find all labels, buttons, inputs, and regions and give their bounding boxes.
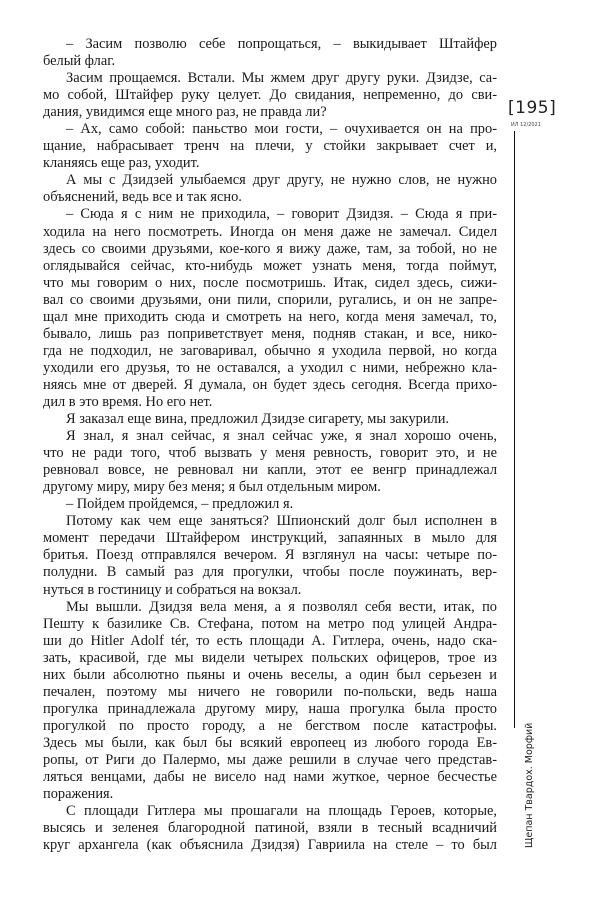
text-line: щание, набрасывает тренч на плечи, у стойки закрывает счет и,	[43, 138, 497, 155]
text-line: бывало, лишь раз поприветствует меня, подняв стакан, и все, нико-	[43, 325, 497, 342]
text-line: Я заказал еще вина, предложил Дзидзе сигарету, мы закурили.	[66, 411, 450, 428]
body-text	[43, 36, 497, 854]
text-line: вал со своими друзьями, они пили, спорили, ругались, и он не запре-	[43, 291, 497, 308]
text-line: ходила на него посмотреть. Иногда он меня даже не замечал. Сидел	[43, 223, 497, 240]
text-line: ши до Hitler Adolf tér, то есть площади А. Гитлера, очень, надо ска-	[43, 632, 497, 649]
paragraph	[43, 36, 497, 70]
text-line: нуться в гостиницу и собраться на вокзал.	[43, 581, 302, 598]
text-line: уходили его друзья, то не оставался, а уходил с ними, небрежно кла-	[43, 359, 497, 376]
text-line: оглядывайся сейчас, кто-нибудь может узнать меня, тогда поймут,	[43, 257, 497, 274]
text-line: бритья. Поезд отправлялся вечером. Я взглянул на часы: четыре по-	[43, 547, 497, 564]
text-line: Потому как чем еще заняться? Шпионский долг был исполнен в	[66, 513, 497, 530]
paragraph	[43, 411, 497, 428]
text-line: – Сюда я с ним не приходила, – говорит Дзидзя. – Сюда я при-	[66, 206, 497, 223]
paragraph	[43, 513, 497, 598]
text-line: них были абсолютно пьяны и очень веселы, а один был серьезен и	[43, 666, 497, 683]
text-line: Мы вышли. Дзидзя вела меня, а я позволял себя вести, итак, по	[66, 598, 497, 615]
paragraph	[43, 121, 497, 172]
text-line: поражения.	[43, 786, 114, 803]
text-line: что не ради того, чтоб вызвать у меня ревность, говорит это, и не	[43, 445, 497, 462]
text-line: Пешту к базилике Св. Стефана, потом на метро под улицей Андра-	[43, 615, 497, 632]
running-title: Щепан Твардох. Морфий	[524, 722, 535, 848]
text-line: что мы говорим о них, после посмотришь. Итак, сидел здесь, сижи-	[43, 274, 497, 291]
text-line: ревновал вовсе, не ревновал ни капли, этот ее венгр принадлежал	[43, 462, 497, 479]
text-line: дил в это время. Но его нет.	[43, 393, 213, 410]
text-line: печален, поэтому мы ничего не говорили по-польски, ведь наша	[43, 683, 497, 700]
text-line: ропы, от Риги до Палермо, мы даже решили в случае чего представ-	[43, 751, 497, 768]
text-line: зать, красивой, где мы видели четырех польских офицеров, трое из	[43, 649, 497, 666]
page-number: [195]	[508, 98, 557, 118]
text-line: белый флаг.	[43, 53, 116, 70]
text-line: прогулка принадлежала другому миру, наша прогулка была просто	[43, 700, 497, 717]
paragraph	[43, 206, 497, 411]
margin-rule	[514, 131, 515, 728]
text-line: Засим прощаемся. Встали. Мы жмем друг другу руки. Дзидзе, са-	[66, 70, 497, 87]
paragraph	[43, 599, 497, 804]
paragraph	[43, 70, 497, 121]
text-line: ляться венцами, дабы не висело над нами жуткое, черное бесчестье	[43, 769, 497, 786]
text-line: гда не подходил, не заговаривал, обычно я уходила первой, но когда	[43, 342, 497, 359]
text-line: С площади Гитлера мы прошагали на площадь Героев, которые,	[66, 803, 497, 820]
text-line: – Ах, само собой: паньство мои гости, – очухивается он на про-	[66, 121, 497, 138]
text-line: момент передачи Штайфером инструкций, запаянных в мыло для	[43, 530, 497, 547]
text-line: Я знал, я знал сейчас, я знал сейчас уже, я знал хорошо очень,	[66, 428, 497, 445]
text-line: полудни. В самый раз для прогулки, чтобы после поужинать, вер-	[43, 564, 497, 581]
text-line: здесь со своими друзьями, кое-кого я вижу даже, там, за тобой, но не	[43, 240, 497, 257]
issue-label: ИЛ 12/2021	[511, 122, 541, 128]
text-line: няясь мне от дверей. Я думала, он будет здесь сегодня. Всегда прихо-	[43, 376, 497, 393]
text-line: высясь и зеленея благородной патиной, взяли в тесный всадничий	[43, 820, 497, 837]
text-line: кланяясь еще раз, уходит.	[43, 155, 200, 172]
text-line: Здесь мы были, как был бы всякий европеец из любого города Ев-	[43, 734, 497, 751]
text-line: мо собой, Штайфер руку целует. До свидания, непременно, до сви-	[43, 87, 497, 104]
text-line: круг архангела (как объяснила Дзидзя) Гавриила на стеле – то был	[43, 837, 497, 854]
text-line: прогулкой по просто городу, а не бегством после катастрофы.	[43, 717, 497, 734]
text-line: другому миру, миру без меня; я был отдельным миром.	[43, 479, 381, 496]
text-line: – Засим позволю себе попрощаться, – выкидывает Штайфер	[66, 36, 497, 52]
text-line: дания, увидимся еще много раз, не правда ли?	[43, 104, 327, 121]
paragraph	[43, 172, 497, 206]
text-line: щал мне приходить сюда и смотреть на него, когда меня замечал, то,	[43, 308, 497, 325]
paragraph	[43, 803, 497, 854]
paragraph	[43, 496, 497, 513]
text-line: А мы с Дзидзей улыбаемся друг другу, не нужно слов, не нужно	[66, 172, 497, 189]
text-line: объяснений, ведь все и так ясно.	[43, 189, 242, 206]
text-line: – Пойдем пройдемся, – предложил я.	[66, 496, 294, 513]
paragraph	[43, 428, 497, 496]
